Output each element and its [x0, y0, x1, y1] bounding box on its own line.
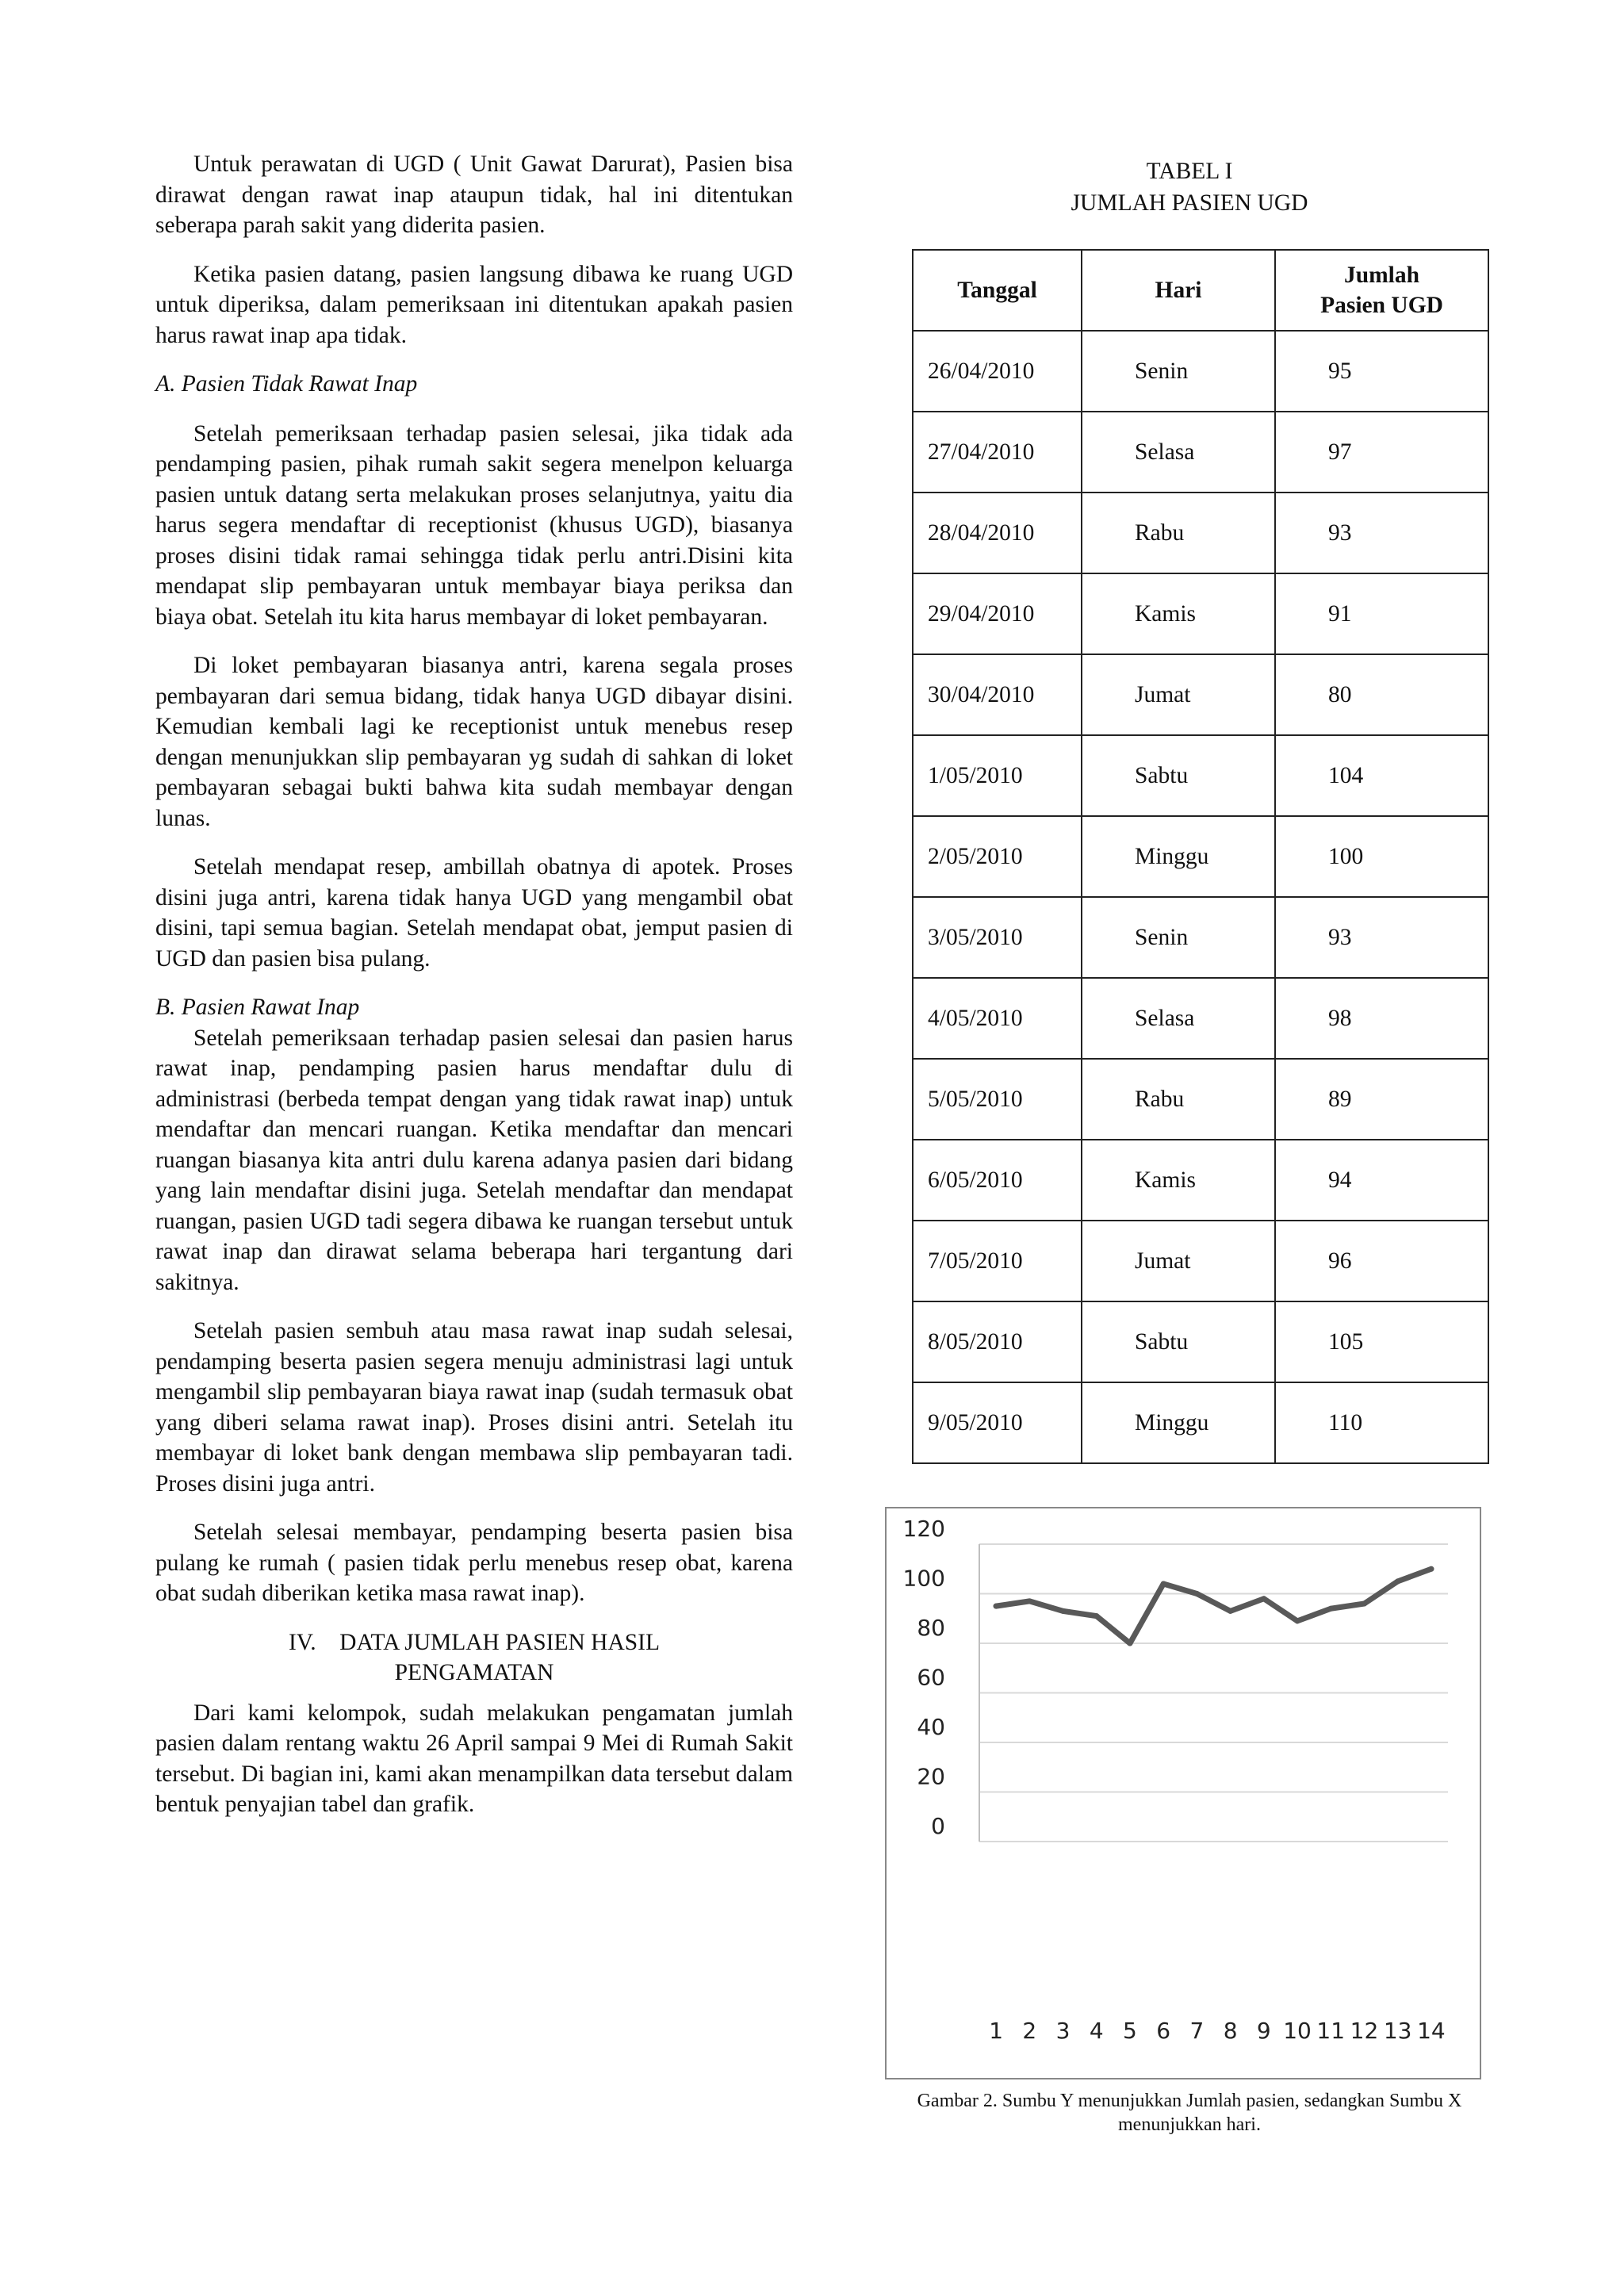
cell-hari: Rabu	[1082, 493, 1275, 573]
table-row	[913, 412, 1488, 493]
series-line	[996, 1569, 1431, 1643]
y-tick-label: 20	[917, 1763, 945, 1790]
line-chart	[885, 1507, 1481, 2079]
table-body	[913, 331, 1488, 1463]
cell-jumlah: 98	[1275, 978, 1488, 1059]
cell-tanggal: 9/05/2010	[913, 1382, 1082, 1463]
data-point	[1395, 1578, 1400, 1584]
data-point	[1194, 1591, 1200, 1596]
heading-not-inpatient: A. Pasien Tidak Rawat Inap	[155, 371, 418, 397]
cell-hari: Minggu	[1082, 816, 1275, 897]
cell-jumlah: 110	[1275, 1382, 1488, 1463]
data-point	[1127, 1641, 1132, 1646]
cell-hari: Senin	[1082, 331, 1275, 412]
data-point	[1328, 1606, 1334, 1612]
y-tick-label: 80	[917, 1615, 945, 1641]
data-point	[994, 1604, 999, 1609]
table-row	[913, 1059, 1488, 1140]
x-tick-label: 1	[989, 2018, 1004, 2044]
x-tick-label: 8	[1223, 2018, 1238, 2044]
x-tick-label: 10	[1283, 2018, 1312, 2044]
cell-jumlah: 94	[1275, 1140, 1488, 1221]
x-tick-label: 9	[1256, 2018, 1271, 2044]
paragraph-not-inpatient-1: Setelah pemeriksaan terhadap pasien selesai, jika tidak ada pendamping pasien, pihak rumah sakit segera menelpon keluarga pasien untuk datang serta melakukan proses selanjutnya, yaitu dia harus segera mendaftar di receptionist (khusus UGD), biasanya proses disini tidak ramai sehingga tidak perlu antri.Disini kita mendapat slip pembayaran untuk membayar biaya periksa dan biaya obat. Setelah itu kita harus membayar di loket pembayaran.	[155, 420, 793, 630]
header-jumlah-line2: Pasien UGD	[1320, 293, 1443, 318]
cell-jumlah: 80	[1275, 654, 1488, 735]
table-row	[913, 1382, 1488, 1463]
cell-jumlah: 97	[1275, 412, 1488, 493]
cell-tanggal: 7/05/2010	[913, 1221, 1082, 1301]
figure-caption-line2: menunjukkan hari.	[1118, 2114, 1261, 2135]
y-tick-label: 60	[917, 1664, 945, 1691]
x-tick-label: 11	[1316, 2018, 1346, 2044]
paragraph-observation: Dari kami kelompok, sudah melakukan pengamatan jumlah pasien dalam rentang waktu 26 April sampai 9 Mei di Rumah Sakit tersebut. Di bagian ini, kami akan menampilkan data tersebut dalam bentuk penyajian tabel dan grafik.	[155, 1700, 793, 1817]
heading-inpatient: B. Pasien Rawat Inap	[155, 995, 360, 1020]
cell-tanggal: 28/04/2010	[913, 493, 1082, 573]
table-row	[913, 978, 1488, 1059]
data-point	[1362, 1601, 1367, 1607]
cell-hari: Selasa	[1082, 412, 1275, 493]
cell-tanggal: 6/05/2010	[913, 1140, 1082, 1221]
table-row	[913, 816, 1488, 897]
data-point	[1060, 1608, 1066, 1614]
cell-jumlah: 91	[1275, 573, 1488, 654]
section-heading-iv	[155, 1627, 793, 1688]
y-tick-label: 100	[902, 1565, 945, 1592]
x-tick-label: 7	[1189, 2018, 1205, 2044]
data-point	[1094, 1613, 1099, 1619]
table-row	[913, 1140, 1488, 1221]
cell-hari: Minggu	[1082, 1382, 1275, 1463]
cell-hari: Kamis	[1082, 573, 1275, 654]
cell-jumlah: 95	[1275, 331, 1488, 412]
table-header-row	[913, 250, 1488, 331]
header-hari: Hari	[1082, 250, 1275, 331]
cell-hari: Jumat	[1082, 1221, 1275, 1301]
y-tick-label: 120	[902, 1516, 945, 1542]
cell-tanggal: 2/05/2010	[913, 816, 1082, 897]
header-tanggal: Tanggal	[913, 250, 1082, 331]
paragraph-inpatient-3: Setelah selesai membayar, pendamping beserta pasien bisa pulang ke rumah ( pasien tidak perlu menebus resep obat, karena obat sudah diberikan ketika masa rawat inap).	[155, 1520, 793, 1606]
cell-jumlah: 93	[1275, 493, 1488, 573]
cell-hari: Jumat	[1082, 654, 1275, 735]
table-row	[913, 331, 1488, 412]
line-chart-svg	[887, 1508, 1480, 2078]
paragraph-ugd-intro: Untuk perawatan di UGD ( Unit Gawat Darurat), Pasien bisa dirawat dengan rawat inap ataupun tidak, hal ini ditentukan seberapa parah sakit yang diderita pasien.	[155, 151, 793, 238]
table-row	[913, 1221, 1488, 1301]
cell-tanggal: 8/05/2010	[913, 1301, 1082, 1382]
cell-hari: Sabtu	[1082, 735, 1275, 816]
table-row	[913, 654, 1488, 735]
cell-jumlah: 93	[1275, 897, 1488, 978]
cell-jumlah: 89	[1275, 1059, 1488, 1140]
paragraph-patient-arrival: Ketika pasien datang, pasien langsung dibawa ke ruang UGD untuk diperiksa, dalam pemeriksaan ini ditentukan apakah pasien harus rawat inap apa tidak.	[155, 261, 793, 348]
paragraph-inpatient-1: Setelah pemeriksaan terhadap pasien selesai dan pasien harus rawat inap, pendamping pasien harus mendaftar dulu di administrasi (berbeda tempat dengan yang tidak rawat inap) untuk mendaftar dan mencari ruangan. Ketika mendaftar dan mencari ruangan biasanya kita antri dulu karena adanya pasien dari bidang yang lain mendaftar disini juga. Setelah mendaftar dan mendapat ruangan, pasien UGD tadi segera dibawa ke ruangan tersebut untuk rawat inap dan dirawat selama beberapa hari tergantung dari sakitnya.	[155, 1025, 793, 1295]
cell-jumlah: 104	[1275, 735, 1488, 816]
table-subtitle: JUMLAH PASIEN UGD	[1071, 190, 1308, 216]
data-point	[1428, 1566, 1434, 1572]
section-heading-iv-line2: PENGAMATAN	[394, 1660, 554, 1685]
table-row	[913, 493, 1488, 573]
table-row	[913, 735, 1488, 816]
table-row	[913, 1301, 1488, 1382]
paragraph-not-inpatient-3: Setelah mendapat resep, ambillah obatnya di apotek. Proses disini juga antri, karena tidak hanya UGD yang mengambil obat disini, tapi semua bagian. Setelah mendapat obat, jemput pasien di UGD dan pasien bisa pulang.	[155, 854, 793, 972]
cell-tanggal: 30/04/2010	[913, 654, 1082, 735]
paragraph-inpatient-2: Setelah pasien sembuh atau masa rawat inap sudah selesai, pendamping beserta pasien segera menuju administrasi lagi untuk mengambil slip pembayaran biaya rawat inap (sudah termasuk obat yang diberi selama rawat inap). Proses disini antri. Setelah itu membayar di loket bank dengan membawa slip pembayaran tadi. Proses disini juga antri.	[155, 1318, 793, 1497]
x-tick-label: 6	[1156, 2018, 1171, 2044]
header-jumlah-line1: Jumlah	[1343, 263, 1420, 288]
figure-caption	[841, 2089, 1538, 2137]
header-jumlah	[1275, 250, 1488, 331]
patient-count-table	[912, 249, 1489, 1464]
table-title: TABEL I	[1146, 159, 1233, 184]
cell-tanggal: 26/04/2010	[913, 331, 1082, 412]
x-tick-label: 4	[1089, 2018, 1104, 2044]
cell-hari: Sabtu	[1082, 1301, 1275, 1382]
cell-tanggal: 1/05/2010	[913, 735, 1082, 816]
cell-tanggal: 27/04/2010	[913, 412, 1082, 493]
table-row	[913, 573, 1488, 654]
cell-jumlah: 100	[1275, 816, 1488, 897]
cell-jumlah: 105	[1275, 1301, 1488, 1382]
x-tick-label: 14	[1417, 2018, 1446, 2044]
data-point	[1027, 1598, 1032, 1604]
section-heading-iv-line1: IV. DATA JUMLAH PASIEN HASIL	[288, 1629, 661, 1655]
left-column	[155, 149, 793, 1838]
cell-hari: Senin	[1082, 897, 1275, 978]
paragraph-not-inpatient-2: Di loket pembayaran biasanya antri, karena segala proses pembayaran dari semua bidang, tidak hanya UGD dibayar disini. Kemudian kembali lagi ke receptionist untuk menebus resep dengan menunjukkan slip pembayaran yg sudah di sahkan di loket pembayaran sebagai bukti bahwa kita sudah membayar dengan lunas.	[155, 653, 793, 831]
y-tick-label: 0	[931, 1813, 945, 1839]
data-point	[1295, 1618, 1300, 1623]
x-tick-label: 2	[1022, 2018, 1037, 2044]
cell-hari: Rabu	[1082, 1059, 1275, 1140]
x-tick-label: 5	[1123, 2018, 1137, 2044]
cell-hari: Kamis	[1082, 1140, 1275, 1221]
cell-tanggal: 29/04/2010	[913, 573, 1082, 654]
data-point	[1161, 1581, 1166, 1587]
figure-caption-line1: Gambar 2. Sumbu Y menunjukkan Jumlah pasien, sedangkan Sumbu X	[917, 2091, 1462, 2111]
x-tick-label: 12	[1350, 2018, 1379, 2044]
data-point	[1228, 1608, 1233, 1614]
cell-tanggal: 4/05/2010	[913, 978, 1082, 1059]
y-tick-label: 40	[917, 1714, 945, 1740]
cell-tanggal: 5/05/2010	[913, 1059, 1082, 1140]
table-row	[913, 897, 1488, 978]
cell-hari: Selasa	[1082, 978, 1275, 1059]
data-point	[1261, 1596, 1266, 1601]
cell-jumlah: 96	[1275, 1221, 1488, 1301]
cell-tanggal: 3/05/2010	[913, 897, 1082, 978]
x-tick-label: 13	[1383, 2018, 1412, 2044]
x-tick-label: 3	[1055, 2018, 1071, 2044]
